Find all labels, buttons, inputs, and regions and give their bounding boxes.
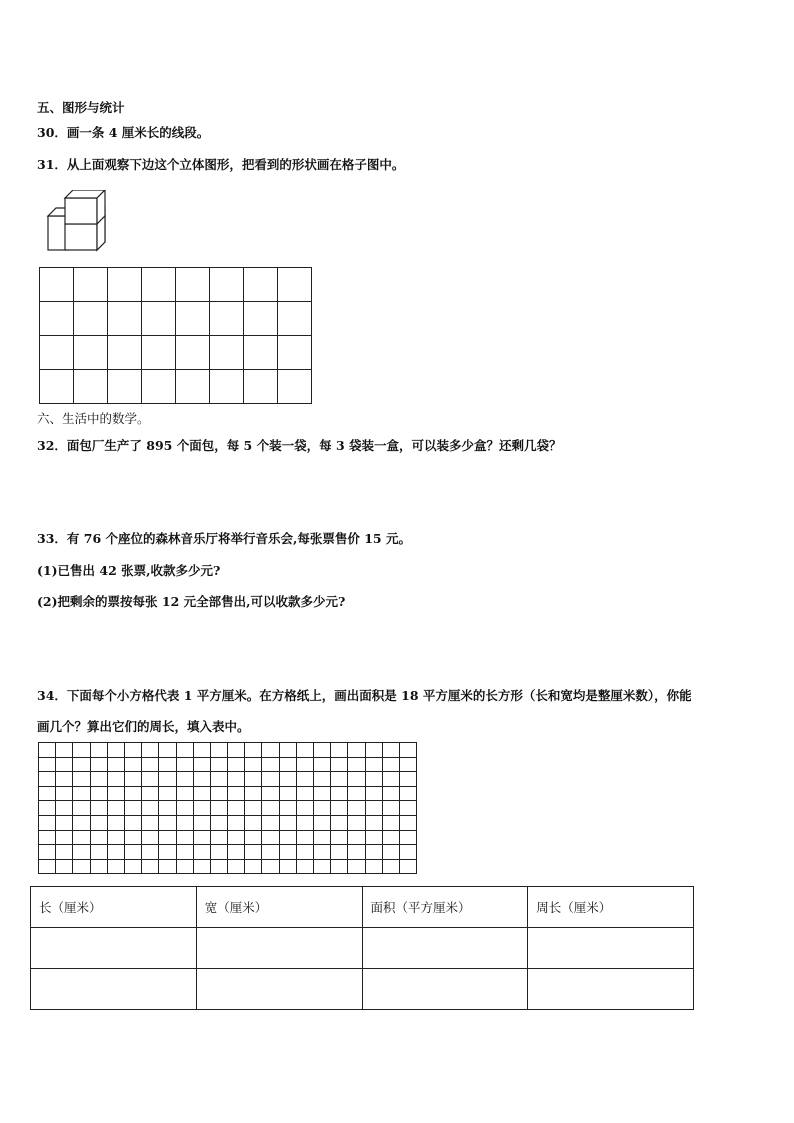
question-33 [37,531,411,547]
answer-cell[interactable] [31,928,197,969]
question-32-text: 面包厂生产了 895 个面包，每 5 个装一袋，每 3 袋装一盒，可以装多少盒？还剩几袋？ [66,438,562,453]
question-33-number: 33． [37,531,67,546]
table-row [31,969,694,1010]
answer-table-q34 [30,886,694,1010]
question-32 [37,438,562,454]
question-32-number: 32． [37,438,67,453]
question-33-text: 有 76 个座位的森林音乐厅将举行音乐会,每张票售价 15 元。 [66,531,411,546]
question-34-line-2: 画几个？算出它们的周长，填入表中。 [37,719,250,734]
question-34-line-1: 下面每个小方格代表 1 平方厘米。在方格纸上，画出面积是 18 平方厘米的长方形（长和宽均是整厘米数），你能 [66,688,692,703]
section-6-title: 六、生活中的数学。 [37,411,150,426]
question-33-part-1: (1)已售出 42 张票,收款多少元? [37,563,221,578]
question-30-text: 画一条 4 厘米长的线段。 [66,125,210,140]
header-width: 宽（厘米） [196,887,362,928]
answer-cell[interactable] [31,969,197,1010]
answer-cell[interactable] [528,969,694,1010]
answer-cell[interactable] [362,928,528,969]
section-5-title: 五、图形与统计 [37,100,125,115]
answer-cell[interactable] [196,969,362,1010]
answer-cell[interactable] [362,969,528,1010]
answer-grid-q31[interactable] [39,267,312,404]
table-row [31,928,694,969]
header-perimeter: 周长（厘米） [528,887,694,928]
header-length: 长（厘米） [31,887,197,928]
question-30-number: 30． [37,125,67,140]
question-31-number: 31． [37,157,67,172]
cube-solid-figure [45,190,120,260]
squared-paper-q34[interactable] [38,742,417,874]
question-33-part-2: (2)把剩余的票按每张 12 元全部售出,可以收款多少元? [37,594,346,609]
question-34-number: 34． [37,688,67,703]
answer-cell[interactable] [528,928,694,969]
header-area: 面积（平方厘米） [362,887,528,928]
answer-cell[interactable] [196,928,362,969]
question-31 [37,157,404,173]
question-34 [37,688,692,704]
question-31-text: 从上面观察下边这个立体图形，把看到的形状画在格子图中。 [66,157,405,172]
question-30 [37,125,209,141]
